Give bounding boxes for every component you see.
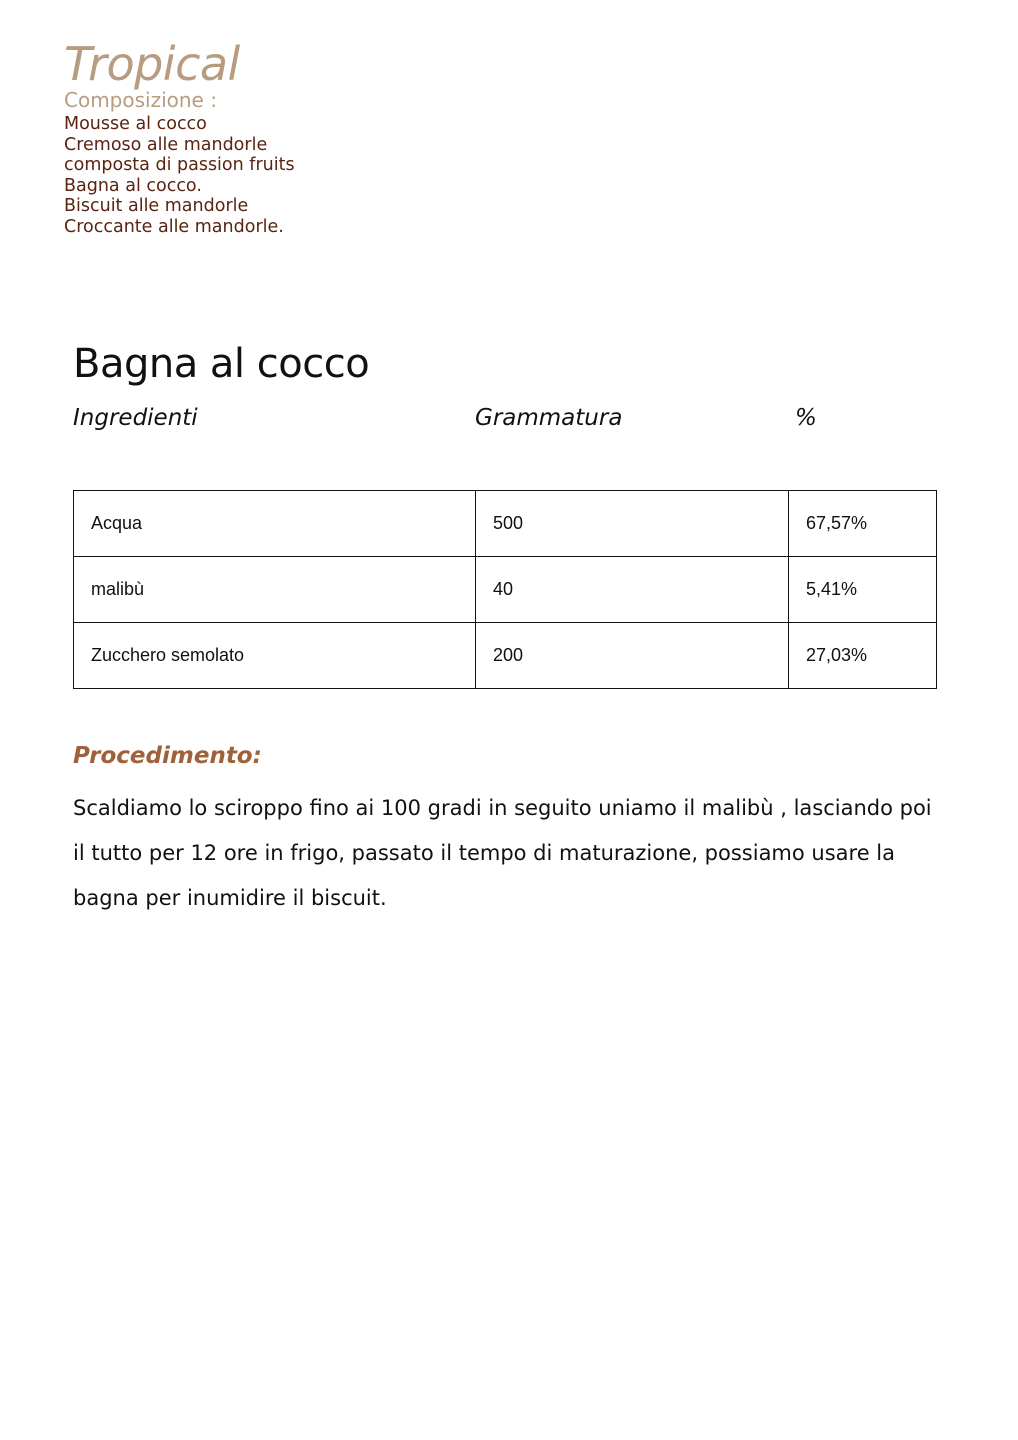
column-header-ingredients: Ingredienti [73, 405, 198, 431]
weight-cell: 200 [476, 623, 789, 689]
percent-cell: 5,41% [789, 557, 937, 623]
weight-cell: 500 [476, 491, 789, 557]
percent-cell: 67,57% [789, 491, 937, 557]
composition-list [64, 114, 295, 237]
composition-header [64, 38, 295, 237]
ingredient-cell: Zucchero semolato [74, 623, 476, 689]
column-header-weight: Grammatura [475, 405, 623, 431]
procedure-heading: Procedimento: [73, 743, 262, 769]
percent-cell: 27,03% [789, 623, 937, 689]
table-row [74, 623, 937, 689]
dessert-title: Tropical [64, 37, 240, 91]
composition-item: Biscuit alle mandorle [64, 196, 249, 216]
composition-item: composta di passion fruits [64, 155, 295, 175]
table-row [74, 491, 937, 557]
ingredients-table [73, 490, 937, 689]
recipe-title: Bagna al cocco [73, 341, 370, 387]
ingredient-cell: malibù [74, 557, 476, 623]
composition-item: Cremoso alle mandorle [64, 134, 268, 155]
column-header-percent: % [795, 405, 817, 431]
composition-item: Mousse al cocco [64, 114, 207, 134]
composition-item: Croccante alle mandorle. [64, 216, 284, 237]
procedure-text: Scaldiamo lo sciroppo fino ai 100 gradi in seguito uniamo il malibù , lasciando poi il tutto per 12 ore in frigo, passato il tempo di maturazione, possiamo usare la bagna per inumidire il biscuit. [73, 796, 932, 910]
ingredient-cell: Acqua [74, 491, 476, 557]
composition-item: Bagna al cocco. [64, 175, 202, 196]
table-row [74, 557, 937, 623]
composition-label: Composizione : [64, 88, 217, 112]
weight-cell: 40 [476, 557, 789, 623]
